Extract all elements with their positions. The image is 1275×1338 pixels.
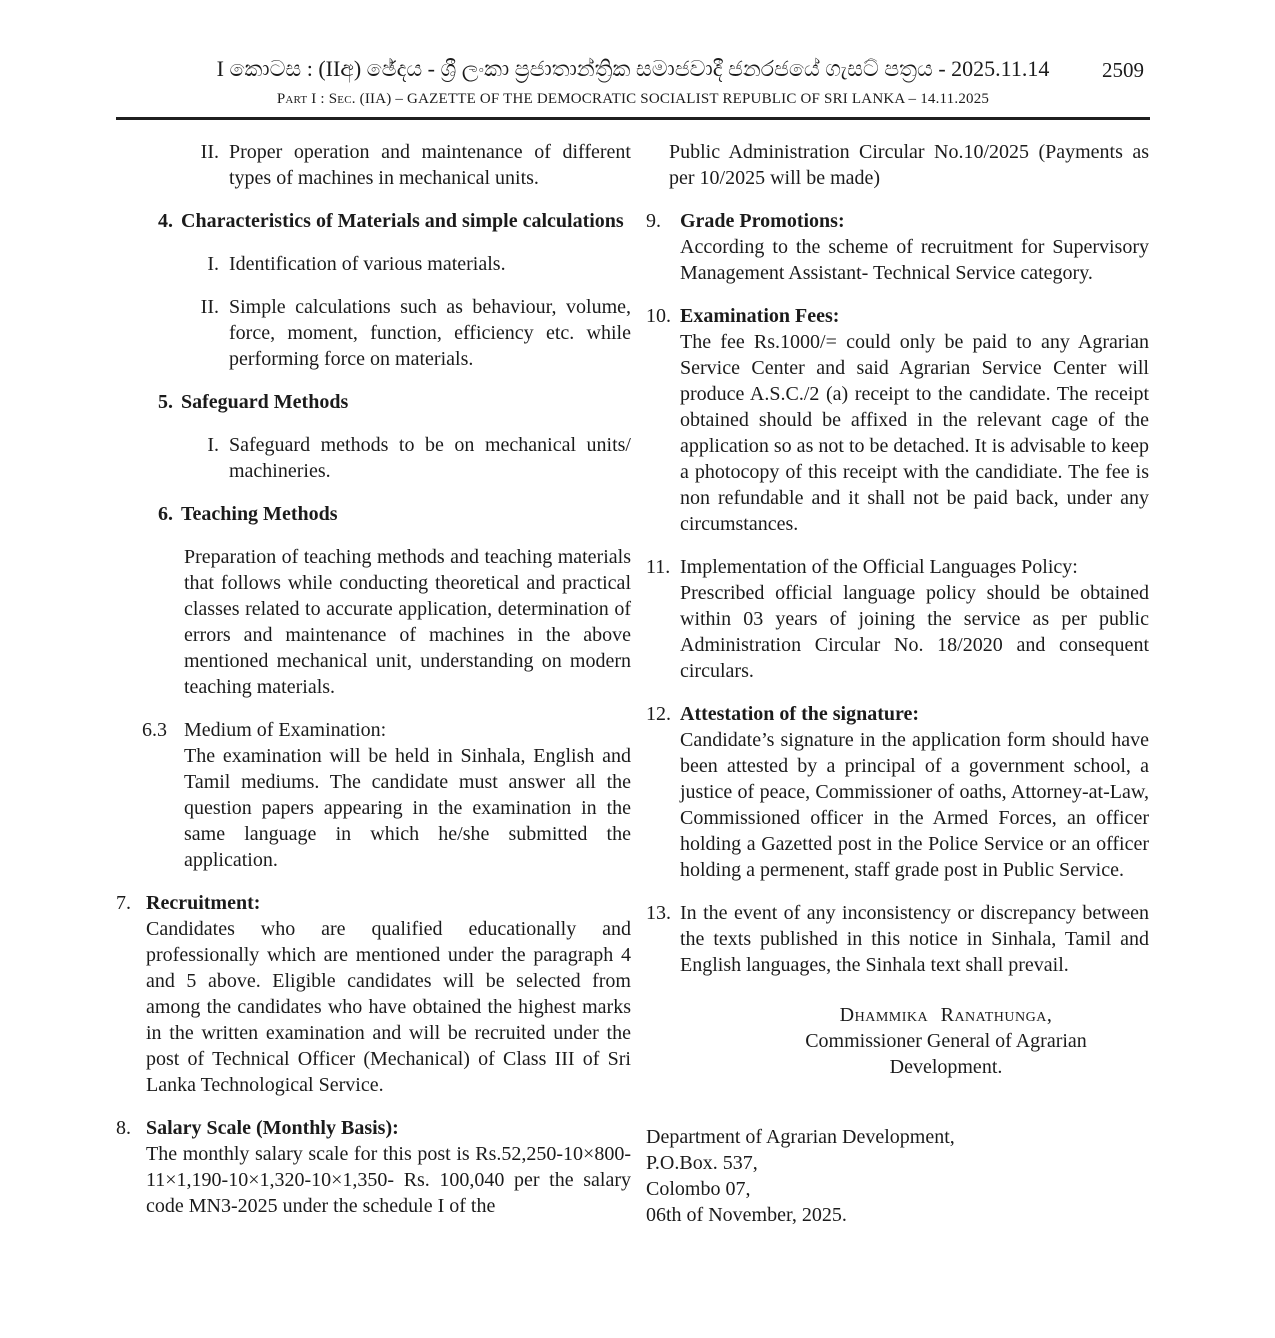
- list-item-identification: [191, 251, 631, 277]
- two-column-body: [116, 139, 1150, 1236]
- section-body-wrap: [680, 554, 1149, 684]
- section-body-wrap: [146, 1115, 631, 1219]
- item-number: I.: [207, 253, 219, 275]
- section-9: [646, 208, 1149, 286]
- section-number: 12.: [646, 703, 671, 725]
- header-rule: [116, 117, 1150, 120]
- item-text: Simple calculations such as behaviour, volume, force, moment, function, efficiency etc. while performing force on materials.: [229, 296, 631, 370]
- address-line-pobox: P.O.Box. 537,: [646, 1152, 758, 1174]
- section-body-wrap: [680, 303, 1149, 537]
- section-number: 5.: [158, 391, 173, 413]
- section-title: Examination Fees:: [680, 305, 840, 327]
- section-body-wrap: [680, 208, 1149, 286]
- section-11: [646, 554, 1149, 684]
- section-title: Teaching Methods: [181, 503, 338, 525]
- section-number: 11.: [646, 556, 671, 578]
- header-english-prefix: Part I : Sec.: [276, 91, 356, 107]
- section-number: 8.: [116, 1117, 131, 1139]
- column-left: [116, 139, 631, 1236]
- address-line-city: Colombo 07,: [646, 1178, 751, 1200]
- page-number: 2509: [1102, 58, 1144, 82]
- section-body: The fee Rs.1000/= could only be paid to any Agrarian Service Center and said Agrarian Service Center will produce A.S.C./2 (a) receipt to the candidate. The receipt obtained should be affixed in the relevant cage of the application so as not to be detached. It is advisable to keep a photocopy of this receipt with the candidiate. The fee is non refundable and it shall not be paid back, under any circumstances.: [680, 331, 1149, 535]
- signature-title: Commissioner General of Agrarian Development.: [805, 1030, 1087, 1078]
- section-number: 10.: [646, 305, 671, 327]
- section-number: 9.: [646, 210, 661, 232]
- list-item-simple-calculations: [191, 294, 631, 372]
- section-body-wrap: [680, 900, 1149, 978]
- address-line-date: 06th of November, 2025.: [646, 1204, 847, 1226]
- section-13: [646, 900, 1149, 978]
- teaching-methods-paragraph: Preparation of teaching methods and teaching materials that follows while conducting theoretical and practical classes related to accurate application, determination of errors and maintenance of machines in the above mentioned mechanical unit, understanding on modern teaching materials.: [184, 546, 631, 698]
- column-right: [646, 139, 1149, 1236]
- section-title: Salary Scale (Monthly Basis):: [146, 1117, 399, 1139]
- section-body: Candidates who are qualified educationally and professionally which are mentioned under the paragraph 4 and 5 above. Eligible candidates will be selected from among the candidates who have obtained the highest marks in the written examination and will be recruited under the post of Technical Officer (Mechanical) of Class III of Sri Lanka Technological Service.: [146, 918, 631, 1096]
- section-number: 7.: [116, 892, 131, 914]
- section-body: The monthly salary scale for this post is Rs.52,250-10×800-11×1,190-10×1,320-10×1,350- Rs. 100,040 per the salary code MN3-2025 under the schedule I of the: [146, 1143, 631, 1217]
- section-title: Recruitment:: [146, 892, 261, 914]
- item-text: Identification of various materials.: [229, 253, 506, 275]
- list-item-safeguard: [191, 432, 631, 484]
- section-12: [646, 701, 1149, 883]
- signature-name: Dhammika Ranathunga,: [839, 1004, 1053, 1026]
- item-number: II.: [200, 141, 219, 163]
- section-title: Medium of Examination:: [184, 719, 387, 741]
- item-text: Safeguard methods to be on mechanical units/ machineries.: [229, 434, 631, 482]
- section-6-3: [142, 717, 631, 873]
- page-header: [116, 54, 1150, 120]
- section-7: [116, 890, 631, 1098]
- section-body-wrap: [146, 890, 631, 1098]
- section-body: Prescribed official language policy should be obtained within 03 years of joining the service as per public Administration Circular No. 18/2020 and consequent circulars.: [680, 582, 1149, 682]
- address-line-department: Department of Agrarian Development,: [646, 1126, 955, 1148]
- section-title: Safeguard Methods: [181, 391, 349, 413]
- section-title: Attestation of the signature:: [680, 703, 920, 725]
- item-number: I.: [207, 434, 219, 456]
- item-number: II.: [200, 296, 219, 318]
- section-number: 6.3: [142, 719, 167, 741]
- header-english-title: [116, 90, 1150, 108]
- section-number: 4.: [158, 210, 173, 232]
- section-body: According to the scheme of recruitment for Supervisory Management Assistant- Technical Service category.: [680, 236, 1149, 284]
- section-title: Implementation of the Official Languages Policy:: [680, 556, 1078, 578]
- section-title: Grade Promotions:: [680, 210, 845, 232]
- header-sinhala-title: I කොටස : (IIඅ) ඡේදය - ශ්‍රී ලංකා ප්‍රජාතාන්ත්‍රික සමාජවාදී ජනරජයේ ගැසට් පත්‍රය - 2025.11.14: [216, 56, 1050, 81]
- section-body-wrap: [184, 717, 631, 873]
- section-title: Characteristics of Materials and simple calculations: [181, 210, 624, 232]
- section-body: Candidate’s signature in the application form should have been attested by a principal of a government school, a justice of peace, Commissioner of oaths, Attorney-at-Law, Commissioned officer in the Armed Forces, an officer holding a Gazetted post in the Police Service or an officer holding a permenent, staff grade post in Public Service.: [680, 729, 1149, 881]
- signature-block: [776, 1002, 1116, 1080]
- section-4-heading: [158, 208, 631, 234]
- section-number: 6.: [158, 503, 173, 525]
- list-item-proper-operation: [191, 139, 631, 191]
- section-10: [646, 303, 1149, 537]
- section-6-heading: [158, 501, 631, 527]
- section-8: [116, 1115, 631, 1219]
- section-body-wrap: [680, 701, 1149, 883]
- section-body: The examination will be held in Sinhala, English and Tamil mediums. The candidate must answer all the question papers appearing in the examination in the same language in which he/she submitted the application.: [184, 745, 631, 871]
- item-text: Proper operation and maintenance of different types of machines in mechanical units.: [229, 141, 631, 189]
- section-5-heading: [158, 389, 631, 415]
- section-number: 13.: [646, 902, 671, 924]
- address-block: [646, 1124, 1149, 1228]
- circular-paragraph: Public Administration Circular No.10/2025 (Payments as per 10/2025 will be made): [669, 141, 1149, 189]
- header-english-rest: (IIA) – GAZETTE OF THE DEMOCRATIC SOCIALIST REPUBLIC OF SRI LANKA – 14.11.2025: [359, 91, 990, 107]
- section-body: In the event of any inconsistency or discrepancy between the texts published in this notice in Sinhala, Tamil and English languages, the Sinhala text shall prevail.: [680, 902, 1149, 976]
